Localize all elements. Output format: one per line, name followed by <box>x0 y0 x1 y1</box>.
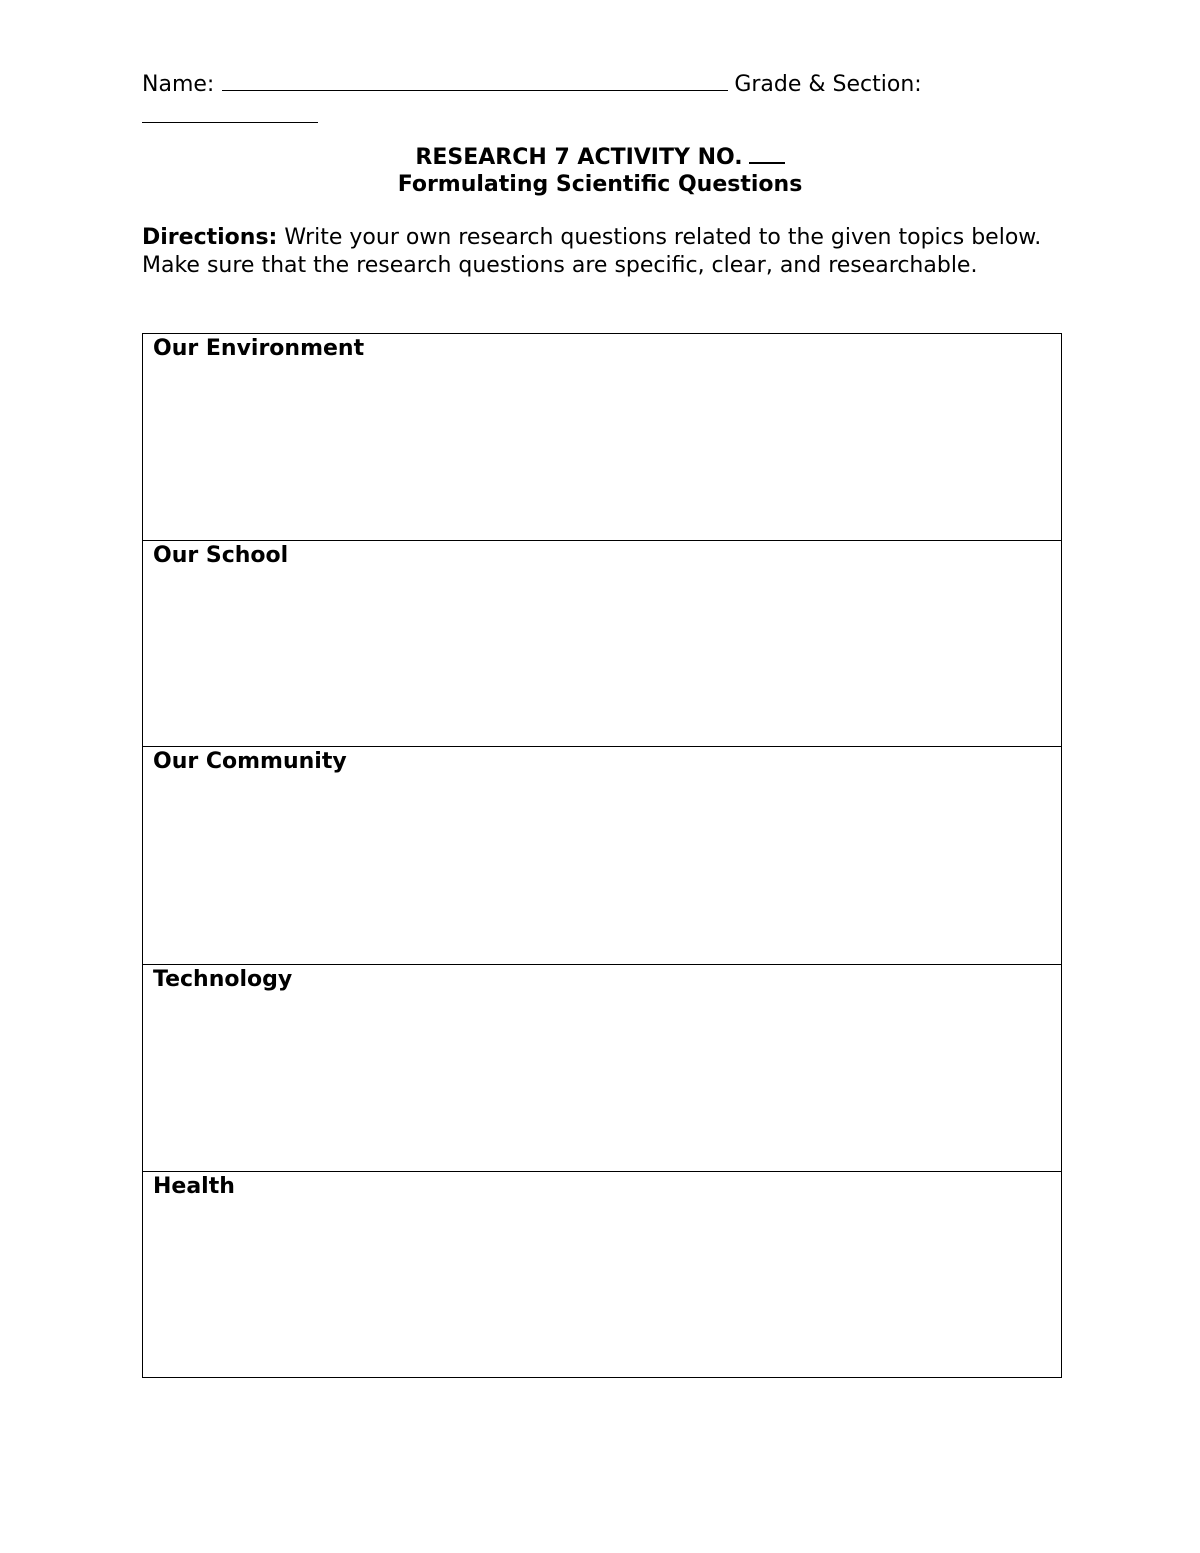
topic-cell-school <box>143 541 1062 747</box>
topic-label: Health <box>153 1174 235 1199</box>
table-row <box>143 965 1062 1172</box>
name-label: Name: <box>142 72 215 97</box>
topic-label: Our School <box>153 543 289 568</box>
name-field[interactable] <box>222 70 728 91</box>
table-row <box>143 1172 1062 1378</box>
activity-title <box>0 142 1200 171</box>
grade-section-field[interactable] <box>142 100 318 123</box>
table-row <box>143 334 1062 541</box>
activity-title-text: RESEARCH 7 ACTIVITY NO. <box>415 145 743 170</box>
topic-label: Our Community <box>153 749 347 774</box>
answer-area-environment[interactable] <box>143 363 1061 533</box>
topics-table <box>142 333 1062 1378</box>
directions <box>142 224 1042 280</box>
directions-text: Write your own research questions related to the given topics below. Make sure that the research questions are specific, clear, and researchable. <box>142 225 1042 278</box>
activity-subtitle: Formulating Scientific Questions <box>397 172 803 197</box>
topic-cell-community <box>143 747 1062 965</box>
topic-cell-environment <box>143 334 1062 541</box>
table-row <box>143 541 1062 747</box>
topic-label: Our Environment <box>153 336 365 361</box>
table-row <box>143 747 1062 965</box>
grade-section-label: Grade & Section: <box>734 72 922 97</box>
topic-cell-technology <box>143 965 1062 1172</box>
directions-label: Directions: <box>142 225 278 250</box>
title-block <box>0 142 1200 198</box>
answer-area-community[interactable] <box>143 776 1061 957</box>
activity-number-field[interactable] <box>749 142 785 164</box>
answer-area-health[interactable] <box>143 1201 1061 1370</box>
header-line <box>142 70 922 99</box>
answer-area-school[interactable] <box>143 570 1061 739</box>
topic-label: Technology <box>153 967 293 992</box>
answer-area-technology[interactable] <box>143 994 1061 1164</box>
topic-cell-health <box>143 1172 1062 1378</box>
